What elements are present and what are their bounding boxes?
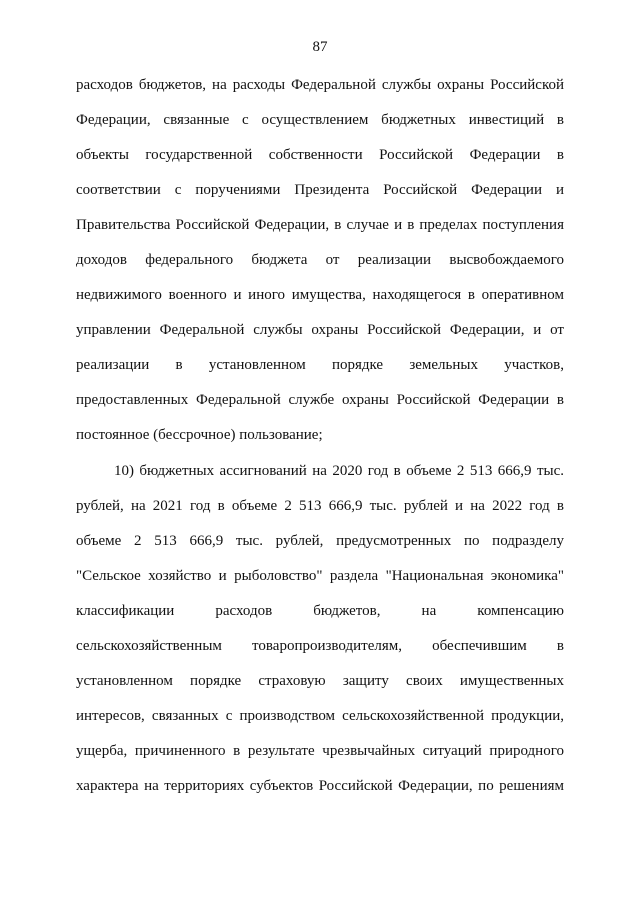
paragraph-start-line: 10) бюджетных ассигнований на 2020 год в объеме 2 513 666,9 тыс. bbox=[114, 463, 564, 479]
text-line: расходов бюджетов, на расходы Федеральной службы охраны Российской bbox=[76, 77, 564, 93]
text-line: Федерации, связанные с осуществлением бюджетных инвестиций в bbox=[76, 112, 564, 128]
text-line: управлении Федеральной службы охраны Российской Федерации, и от bbox=[76, 322, 564, 338]
text-line: классификации расходов бюджетов, на компенсацию bbox=[76, 603, 564, 619]
page-number: 87 bbox=[312, 39, 328, 55]
text-line: объекты государственной собственности Российской Федерации в bbox=[76, 147, 564, 163]
text-line: объеме 2 513 666,9 тыс. рублей, предусмотренных по подразделу bbox=[76, 533, 564, 549]
text-line: реализации в установленном порядке земельных участков, bbox=[76, 357, 564, 373]
text-line: сельскохозяйственным товаропроизводителям, обеспечившим в bbox=[76, 638, 564, 654]
text-line: интересов, связанных с производством сельскохозяйственной продукции, bbox=[76, 708, 564, 724]
text-line: характера на территориях субъектов Российской Федерации, по решениям bbox=[76, 778, 564, 794]
text-line: доходов федерального бюджета от реализации высвобождаемого bbox=[76, 252, 564, 268]
text-line: предоставленных Федеральной службе охраны Российской Федерации в bbox=[76, 392, 564, 408]
text-line: постоянное (бессрочное) пользование; bbox=[76, 427, 323, 443]
text-line: "Сельское хозяйство и рыболовство" раздела "Национальная экономика" bbox=[76, 568, 564, 584]
text-line: установленном порядке страховую защиту своих имущественных bbox=[76, 673, 564, 689]
text-line: недвижимого военного и иного имущества, находящегося в оперативном bbox=[76, 287, 564, 303]
text-line: ущерба, причиненного в результате чрезвычайных ситуаций природного bbox=[76, 743, 564, 759]
text-line: Правительства Российской Федерации, в случае и в пределах поступления bbox=[76, 217, 564, 233]
text-line: соответствии с поручениями Президента Российской Федерации и bbox=[76, 182, 564, 198]
text-line: рублей, на 2021 год в объеме 2 513 666,9 тыс. рублей и на 2022 год в bbox=[76, 498, 564, 514]
